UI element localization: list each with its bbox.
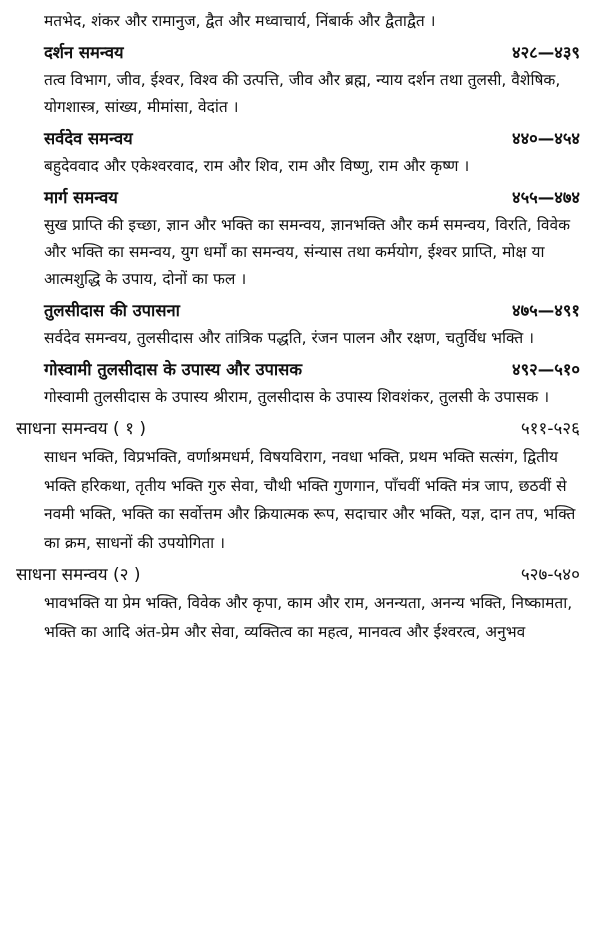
section-body: सर्वदेव समन्वय, तुलसीदास और तांत्रिक पद्धति, रंजन पालन और रक्षण, चतुर्विध भक्ति । <box>44 329 534 347</box>
page-range: ४९२—५१० <box>512 360 580 379</box>
page-range: ४५५—४७४ <box>512 188 580 207</box>
page-range: ४२८—४३९ <box>512 43 580 62</box>
section-title: तुलसीदास की उपासना <box>44 301 180 320</box>
section-title: साधना समन्वय (२ ) <box>16 565 141 585</box>
section-body: सुख प्राप्ति की इच्छा, ज्ञान और भक्ति का समन्वय, ज्ञानभक्ति और कर्म समन्वय, विरति, विवेक और भक्ति का समन्वय, युग धर्मों का समन्वय, संन्यास तथा कर्मयोग, ईश्वर प्राप्ति, मोक्ष या आत्मशुद्धि के उपाय, दोनों का फल । <box>44 216 571 288</box>
section-upasya-upasak <box>16 356 584 411</box>
section-heading <box>44 39 584 67</box>
section-title: सर्वदेव समन्वय <box>44 129 133 148</box>
section-heading <box>44 356 584 384</box>
section-body: बहुदेववाद और एकेश्वरवाद, राम और शिव, राम और विष्णु, राम और कृष्ण । <box>44 157 470 175</box>
section-body: भावभक्ति या प्रेम भक्ति, विवेक और कृपा, काम और राम, अनन्यता, अनन्य भक्ति, निष्कामता, भक्ति का आदि अंत-प्रेम और सेवा, व्यक्तित्व का महत्व, मानवत्व और ईश्वरत्व, अनुभव <box>44 594 573 641</box>
section-heading <box>16 561 584 589</box>
section-marg-samanvay <box>16 184 584 293</box>
section-sadhana-samanvay-2 <box>16 561 584 646</box>
section-body: गोस्वामी तुलसीदास के उपास्य श्रीराम, तुलसीदास के उपास्य शिवशंकर, तुलसी के उपासक । <box>44 388 550 406</box>
section-body: साधन भक्ति, विप्रभक्ति, वर्णाश्रमधर्म, विषयविराग, नवधा भक्ति, प्रथम भक्ति सत्संग, द्वितीय भक्ति हरिकथा, तृतीय भक्ति गुरु सेवा, चौथी भक्ति गुणगान, पाँचवीं भक्ति मंत्र जाप, छठवीं से नवमी भक्ति, भक्ति का सर्वोत्तम और क्रियात्मक रूप, सदाचार और भक्ति, यज्ञ, दान तप, भक्ति का क्रम, साधनों की उपयोगिता । <box>44 448 576 552</box>
section-sarvadev-samanvay <box>16 125 584 180</box>
section-title: दर्शन समन्वय <box>44 43 124 62</box>
page-range: ५२७-५४० <box>520 565 580 585</box>
section-heading <box>44 184 584 212</box>
page-range: ४४०—४५४ <box>512 129 580 148</box>
section-darshan-samanvay <box>16 39 584 121</box>
section-title: साधना समन्वय ( १ ) <box>16 419 146 439</box>
intro-text: मतभेद, शंकर और रामानुज, द्वैत और मध्वाचार्य, निंबार्क और द्वैताद्वैत । <box>44 12 436 30</box>
page-range: ४७५—४९१ <box>512 301 580 320</box>
section-title: गोस्वामी तुलसीदास के उपास्य और उपासक <box>44 360 302 379</box>
section-body: तत्व विभाग, जीव, ईश्वर, विश्व की उत्पत्ति, जीव और ब्रह्म, न्याय दर्शन तथा तुलसी, वैशेषिक, योगशास्त्र, सांख्य, मीमांसा, वेदांत । <box>44 71 561 116</box>
section-tulsidas-upasana <box>16 297 584 352</box>
section-sadhana-samanvay-1 <box>16 415 584 557</box>
page-range: ५११-५२६ <box>520 419 580 439</box>
section-heading <box>44 297 584 325</box>
section-title: मार्ग समन्वय <box>44 188 118 207</box>
section-heading <box>44 125 584 153</box>
section-heading <box>16 415 584 443</box>
